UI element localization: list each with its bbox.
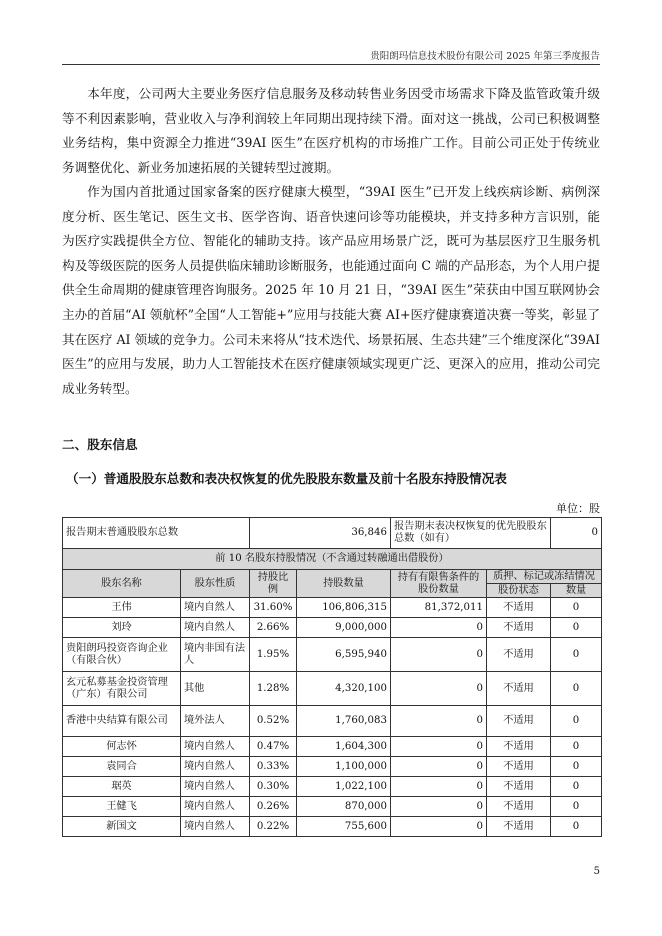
summary-value-1: 36,846 xyxy=(250,518,391,549)
cell-restricted: 0 xyxy=(391,757,487,777)
cell-name: 何志怀 xyxy=(63,737,181,757)
shareholder-table xyxy=(62,517,602,837)
cell-nature: 境内自然人 xyxy=(181,737,250,757)
cell-nature: 境内自然人 xyxy=(181,598,250,618)
cell-ratio: 0.52% xyxy=(250,706,297,737)
cell-nature: 境内自然人 xyxy=(181,797,250,817)
cell-status: 不适用 xyxy=(487,777,551,797)
cell-status: 不适用 xyxy=(487,817,551,837)
cell-restricted: 0 xyxy=(391,817,487,837)
cell-ratio: 0.26% xyxy=(250,797,297,817)
top10-title: 前 10 名股东持股情况（不含通过转融通出借股份） xyxy=(63,549,602,570)
cell-qty: 0 xyxy=(551,817,602,837)
table-row xyxy=(63,618,602,638)
subsection-title: （一）普通股股东总数和表决权恢复的优先股股东数量及前十名股东持股情况表 xyxy=(66,471,507,486)
top10-title-row xyxy=(63,549,602,570)
cell-status: 不适用 xyxy=(487,737,551,757)
table-row xyxy=(63,598,602,618)
cell-qty: 0 xyxy=(551,737,602,757)
col-header-restricted: 持有有限售条件的股份数量 xyxy=(391,570,487,598)
cell-amount: 6,595,940 xyxy=(297,638,391,672)
cell-status: 不适用 xyxy=(487,757,551,777)
cell-amount: 106,806,315 xyxy=(297,598,391,618)
cell-amount: 1,604,300 xyxy=(297,737,391,757)
summary-row xyxy=(63,518,602,549)
table-row xyxy=(63,817,602,837)
cell-amount: 755,600 xyxy=(297,817,391,837)
cell-amount: 870,000 xyxy=(297,797,391,817)
table-row xyxy=(63,737,602,757)
cell-restricted: 0 xyxy=(391,797,487,817)
cell-name: 王健飞 xyxy=(63,797,181,817)
cell-restricted: 0 xyxy=(391,638,487,672)
col-header-ratio: 持股比例 xyxy=(250,570,297,598)
col-header-nature: 股东性质 xyxy=(181,570,250,598)
unit-label: 单位：股 xyxy=(556,502,600,515)
page-header xyxy=(0,0,662,70)
cell-status: 不适用 xyxy=(487,618,551,638)
cell-restricted: 0 xyxy=(391,618,487,638)
cell-amount: 9,000,000 xyxy=(297,618,391,638)
cell-qty: 0 xyxy=(551,797,602,817)
cell-ratio: 2.66% xyxy=(250,618,297,638)
cell-name: 新国文 xyxy=(63,817,181,837)
cell-restricted: 81,372,011 xyxy=(391,598,487,618)
section-title: 二、股东信息 xyxy=(62,437,138,452)
cell-qty: 0 xyxy=(551,777,602,797)
table-row xyxy=(63,797,602,817)
page-number: 5 xyxy=(593,866,600,877)
cell-restricted: 0 xyxy=(391,672,487,706)
cell-name: 贵阳朗玛投资咨询企业（有限合伙） xyxy=(63,638,181,672)
cell-ratio: 31.60% xyxy=(250,598,297,618)
cell-nature: 境内自然人 xyxy=(181,618,250,638)
cell-nature: 境内非国有法人 xyxy=(181,638,250,672)
header-divider xyxy=(62,64,600,65)
cell-status: 不适用 xyxy=(487,638,551,672)
summary-value-2: 0 xyxy=(551,518,602,549)
cell-name: 王伟 xyxy=(63,598,181,618)
cell-restricted: 0 xyxy=(391,737,487,757)
cell-status: 不适用 xyxy=(487,672,551,706)
col-header-pledge-status: 股份状态 xyxy=(487,584,551,598)
col-header-pledge-qty: 数量 xyxy=(551,584,602,598)
summary-label-2: 报告期末表决权恢复的优先股股东总数（如有） xyxy=(391,518,551,549)
cell-nature: 境内自然人 xyxy=(181,757,250,777)
cell-qty: 0 xyxy=(551,672,602,706)
cell-qty: 0 xyxy=(551,757,602,777)
cell-amount: 1,760,083 xyxy=(297,706,391,737)
cell-ratio: 1.28% xyxy=(250,672,297,706)
cell-amount: 1,022,100 xyxy=(297,777,391,797)
cell-status: 不适用 xyxy=(487,706,551,737)
col-header-amount: 持股数量 xyxy=(297,570,391,598)
paragraph-business-overview: 本年度，公司两大主要业务医疗信息服务及移动转售业务因受市场需求下降及监管政策升级等不利因素影响，营业收入与净利润较上年同期出现持续下滑。面对这一挑战，公司已积极调整业务结构，集中资源全力推进“39AI 医生”在医疗机构的市场推广工作。目前公司正处于传统业务调整优化、新业务加速拓展的关键转型过渡期。 xyxy=(62,86,600,175)
cell-status: 不适用 xyxy=(487,598,551,618)
col-header-pledge-group: 质押、标记或冻结情况 xyxy=(487,570,602,584)
cell-nature: 境内自然人 xyxy=(181,817,250,837)
cell-amount: 4,320,100 xyxy=(297,672,391,706)
cell-name: 琚英 xyxy=(63,777,181,797)
cell-name: 刘玲 xyxy=(63,618,181,638)
cell-restricted: 0 xyxy=(391,777,487,797)
cell-restricted: 0 xyxy=(391,706,487,737)
cell-nature: 境外法人 xyxy=(181,706,250,737)
cell-ratio: 0.30% xyxy=(250,777,297,797)
cell-qty: 0 xyxy=(551,618,602,638)
table-row xyxy=(63,777,602,797)
table-row xyxy=(63,706,602,737)
header-title: 贵阳朗玛信息技术股份有限公司 2025 年第三季度报告 xyxy=(370,51,600,62)
table-row xyxy=(63,638,602,672)
cell-nature: 境内自然人 xyxy=(181,777,250,797)
cell-name: 袁同合 xyxy=(63,757,181,777)
cell-qty: 0 xyxy=(551,706,602,737)
cell-qty: 0 xyxy=(551,598,602,618)
header-row xyxy=(63,570,602,584)
summary-label-1: 报告期末普通股股东总数 xyxy=(63,518,250,549)
table-row xyxy=(63,757,602,777)
cell-nature: 其他 xyxy=(181,672,250,706)
table-row xyxy=(63,672,602,706)
cell-ratio: 0.22% xyxy=(250,817,297,837)
paragraph-39ai-doctor: 作为国内首批通过国家备案的医疗健康大模型，“39AI 医生”已开发上线疾病诊断、病例深度分析、医生笔记、医生文书、医学咨询、语音快速问诊等功能模块，并支持多种方言识别，能为医疗实践提供全方位、智能化的辅助支持。该产品应用场景广泛，既可为基层医疗卫生服务机构及等级医院的医务人员提供临床辅助诊断服务，也能通过面向 C 端的产品形态，为个人用户提供全生命周期的健康管理咨询服务。2025 年 10 月 21 日，“39AI 医生”荣获由中国互联网协会主办的首届“AI 领航杯”全国“人工智能+”应用与技能大赛 AI+医疗健康赛道决赛一等奖，彰显了其在医疗 AI 领域的竞争力。公司未来将从“技术迭代、场景拓展、生态共建”三个维度深化“39AI 医生”的应用与发展，助力人工智能技术在医疗健康领域实现更广泛、更深入的应用，推动公司完成业务转型。 xyxy=(62,184,600,396)
col-header-name: 股东名称 xyxy=(63,570,181,598)
cell-status: 不适用 xyxy=(487,797,551,817)
cell-amount: 1,100,000 xyxy=(297,757,391,777)
cell-ratio: 0.33% xyxy=(250,757,297,777)
cell-qty: 0 xyxy=(551,638,602,672)
cell-name: 香港中央结算有限公司 xyxy=(63,706,181,737)
cell-ratio: 0.47% xyxy=(250,737,297,757)
cell-ratio: 1.95% xyxy=(250,638,297,672)
cell-name: 玄元私募基金投资管理（广东）有限公司 xyxy=(63,672,181,706)
